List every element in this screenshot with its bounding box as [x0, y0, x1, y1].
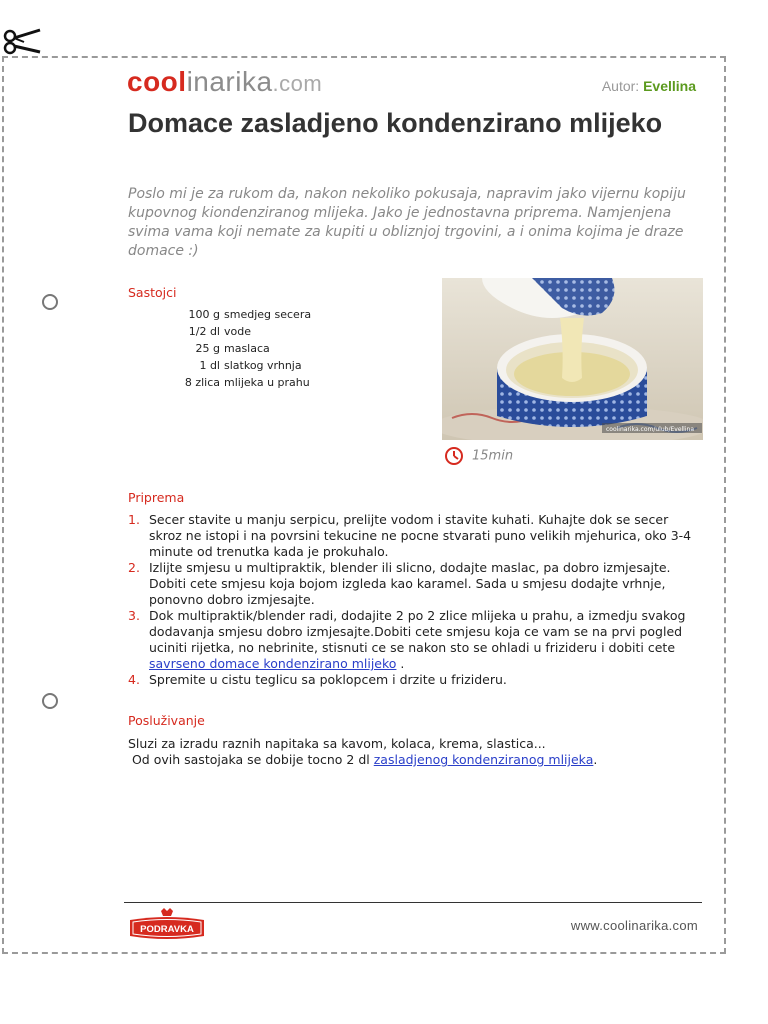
step-item	[128, 512, 698, 560]
step-number: 4.	[128, 672, 140, 687]
ingredients-table	[128, 306, 311, 391]
recipe-title: Domace zasladjeno kondenzirano mlijeko	[128, 108, 663, 138]
footer-site-url[interactable]: www.coolinarika.com	[570, 918, 698, 933]
step-text-end: .	[396, 656, 405, 671]
step-text: Dok multipraktik/blender radi, dodajite 2 po 2 zlice mlijeka u prahu, a izmedju svakog dodavanja smjesu dobro izmjesajte.Dobiti cete smjesu koja ce vam se na prvi pogled uciniti rijetka, no nebrinite, stisnuti ce se nakon sto se ohladi u frizideru i dobiti cete	[149, 608, 686, 655]
logo-part-inarika: inarika	[186, 66, 273, 97]
prep-time-value: 15min	[472, 448, 514, 464]
footer-divider	[124, 902, 702, 903]
photo-watermark: coolinarika.com/ulub/Evellina	[606, 426, 694, 433]
serving-line-2-text: Od ovih sastojaka se dobije tocno 2 dl	[128, 752, 374, 767]
scissors-icon	[2, 26, 42, 56]
logo-part-domain: .com	[272, 71, 323, 96]
step-item	[128, 608, 698, 672]
serving-text	[128, 736, 698, 768]
preparation-heading: Priprema	[128, 490, 185, 505]
step-number: 1.	[128, 512, 140, 527]
ingredient-row	[128, 357, 311, 374]
prep-time	[444, 446, 513, 466]
ingredient-row	[128, 306, 311, 323]
ingredients-heading: Sastojci	[128, 285, 177, 300]
step-text: Spremite u cistu teglicu sa poklopcem i drzite u frizideru.	[149, 672, 507, 687]
step-text: Izlijte smjesu u multipraktik, blender ili slicno, dodajte maslac, pa dobro izmjesajte. Dobiti cete smjesu koja bojom izgleda kao karamel. Sada u smjesu dodajte vrhnje, ponovno dobro izmjesajte.	[149, 560, 671, 607]
ingredient-qty: 8 zlica	[184, 376, 220, 389]
step-text: Secer stavite u manju serpicu, prelijte vodom i stavite kuhati. Kuhajte dok se secer skroz ne istopi i na povrsini tekucine ne pocne stvarati puno velikih mjehurica, oko 3-4 minute od trenutka kada je prokuhalo.	[149, 512, 692, 559]
ingredient-qty: 100 g	[188, 308, 220, 321]
punch-hole-bottom	[42, 693, 58, 709]
serving-heading: Posluživanje	[128, 713, 205, 728]
podravka-logo[interactable]	[128, 908, 206, 942]
sweetened-condensed-milk-link[interactable]: zasladjenog kondenziranog mlijeka	[373, 752, 594, 767]
ingredient-name: smedjeg secera	[224, 308, 312, 321]
punch-hole-top	[42, 294, 58, 310]
author-name[interactable]: Evellina	[643, 78, 696, 94]
recipe-photo[interactable]	[442, 278, 703, 440]
ingredient-name: vode	[224, 325, 251, 338]
ingredient-name: mlijeka u prahu	[224, 376, 310, 389]
site-logo[interactable]	[127, 66, 322, 98]
ingredient-row	[128, 323, 311, 340]
ingredient-qty: 1 dl	[199, 359, 220, 372]
serving-line-1: Sluzi za izradu raznih napitaka sa kavom, kolaca, krema, slastica...	[128, 736, 546, 751]
serving-line-2	[128, 752, 698, 768]
clock-icon	[444, 446, 464, 466]
recipe-intro: Poslo mi je za rukom da, nakon nekoliko pokusaja, napravim jako vijernu kopiju kupovnog kiondenziranog mlijeka. Jako je jednostavna priprema. Namjenjena svima vama koji nemate za kupiti u obliznjoj trgovini, a i onima kojima je draze domace :)	[128, 186, 686, 259]
ingredient-name: maslaca	[224, 342, 270, 355]
ingredient-name: slatkog vrhnja	[224, 359, 302, 372]
logo-part-cool: cool	[127, 66, 187, 97]
preparation-steps	[128, 512, 698, 688]
ingredient-qty: 25 g	[195, 342, 220, 355]
recipe-photo-drawing	[442, 278, 703, 440]
step-number: 3.	[128, 608, 140, 623]
step-item	[128, 672, 698, 688]
podravka-logo-text: PODRAVKA	[140, 924, 194, 935]
author-label: Autor:	[601, 78, 640, 94]
author-line	[602, 78, 696, 94]
condensed-milk-link[interactable]: savrseno domace kondenzirano mlijeko	[149, 656, 397, 671]
step-item	[128, 560, 698, 608]
ingredient-row	[128, 340, 311, 357]
serving-line-2-end: .	[593, 752, 598, 767]
ingredient-qty: 1/2 dl	[188, 325, 220, 338]
ingredient-row	[128, 374, 311, 391]
step-number: 2.	[128, 560, 140, 575]
